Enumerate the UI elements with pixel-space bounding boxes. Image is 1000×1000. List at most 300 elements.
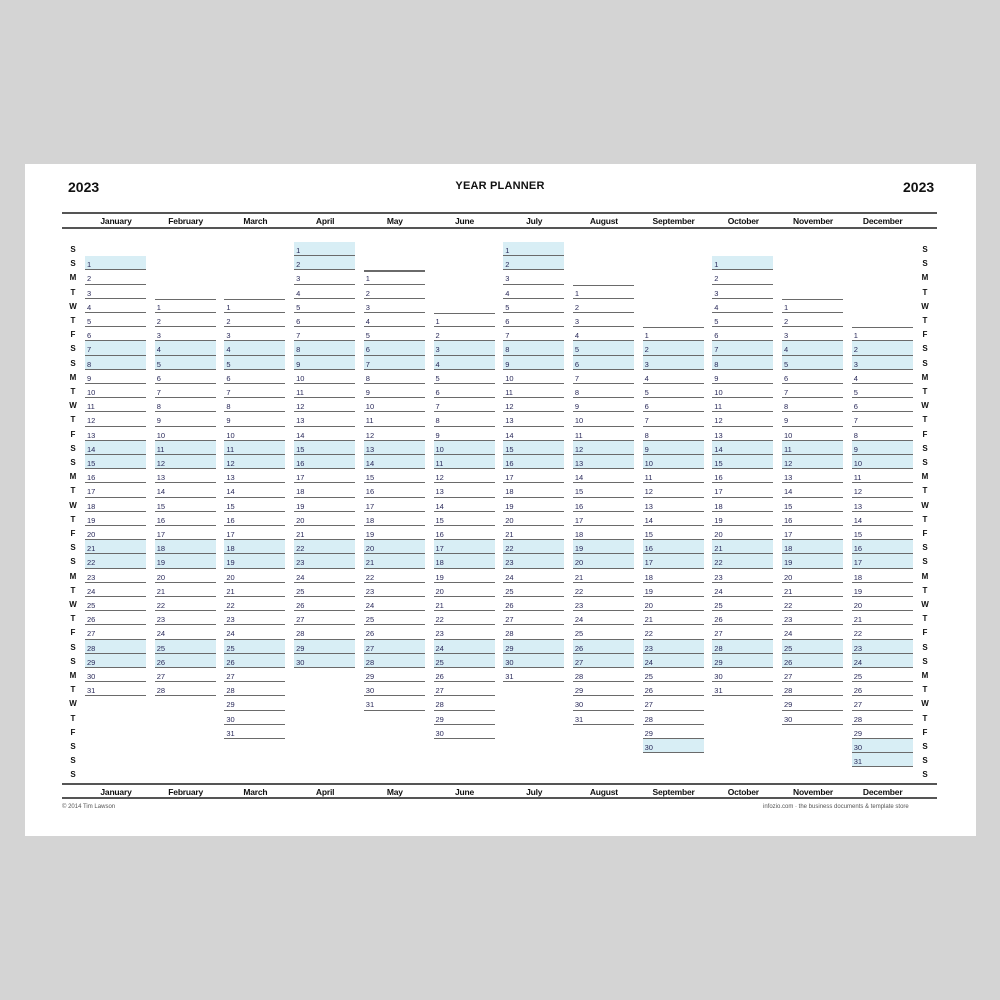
day-cell[interactable]: 1 [294, 242, 355, 256]
day-cell[interactable]: 26 [712, 611, 773, 625]
day-cell[interactable]: 9 [782, 412, 843, 426]
day-cell[interactable]: 28 [643, 711, 704, 725]
day-cell[interactable]: 22 [155, 597, 216, 611]
day-cell[interactable]: 22 [224, 597, 285, 611]
day-cell[interactable]: 10 [573, 412, 634, 426]
day-cell[interactable]: 20 [643, 597, 704, 611]
day-cell[interactable]: 16 [643, 540, 704, 554]
day-cell[interactable]: 8 [364, 370, 425, 384]
day-cell[interactable]: 9 [364, 384, 425, 398]
day-cell[interactable]: 25 [294, 583, 355, 597]
day-cell[interactable]: 12 [643, 483, 704, 497]
day-cell[interactable]: 19 [573, 540, 634, 554]
day-cell[interactable]: 23 [782, 611, 843, 625]
day-cell[interactable]: 24 [294, 569, 355, 583]
day-cell[interactable]: 25 [643, 668, 704, 682]
day-cell[interactable]: 10 [294, 370, 355, 384]
day-cell[interactable]: 31 [364, 696, 425, 710]
day-cell[interactable]: 7 [503, 327, 564, 341]
day-cell[interactable]: 18 [503, 483, 564, 497]
day-cell[interactable]: 21 [503, 526, 564, 540]
day-cell[interactable]: 17 [224, 526, 285, 540]
day-cell[interactable]: 8 [434, 412, 495, 426]
day-cell[interactable]: 4 [85, 299, 146, 313]
day-cell[interactable]: 5 [852, 384, 913, 398]
day-cell[interactable]: 2 [782, 313, 843, 327]
day-cell[interactable]: 22 [294, 540, 355, 554]
day-cell[interactable]: 19 [643, 583, 704, 597]
day-cell[interactable]: 15 [364, 469, 425, 483]
day-cell[interactable]: 26 [643, 682, 704, 696]
day-cell[interactable]: 3 [852, 356, 913, 370]
day-cell[interactable]: 16 [712, 469, 773, 483]
day-cell[interactable]: 9 [852, 441, 913, 455]
day-cell[interactable]: 6 [155, 370, 216, 384]
day-cell[interactable]: 2 [85, 270, 146, 284]
day-cell[interactable]: 22 [712, 554, 773, 568]
day-cell[interactable]: 14 [434, 498, 495, 512]
day-cell[interactable]: 23 [573, 597, 634, 611]
day-cell[interactable]: 4 [294, 285, 355, 299]
day-cell[interactable]: 7 [434, 398, 495, 412]
day-cell[interactable]: 23 [224, 611, 285, 625]
day-cell[interactable]: 25 [434, 654, 495, 668]
day-cell[interactable]: 2 [155, 313, 216, 327]
day-cell[interactable]: 16 [155, 512, 216, 526]
day-cell[interactable]: 7 [224, 384, 285, 398]
day-cell[interactable]: 16 [782, 512, 843, 526]
day-cell[interactable]: 25 [573, 625, 634, 639]
day-cell[interactable]: 26 [224, 654, 285, 668]
day-cell[interactable]: 24 [852, 654, 913, 668]
day-cell[interactable]: 7 [364, 356, 425, 370]
day-cell[interactable]: 15 [434, 512, 495, 526]
day-cell[interactable]: 23 [85, 569, 146, 583]
day-cell[interactable]: 27 [224, 668, 285, 682]
day-cell[interactable]: 19 [852, 583, 913, 597]
day-cell[interactable]: 28 [573, 668, 634, 682]
day-cell[interactable]: 29 [852, 725, 913, 739]
day-cell[interactable]: 21 [573, 569, 634, 583]
day-cell[interactable]: 29 [434, 711, 495, 725]
day-cell[interactable]: 22 [85, 554, 146, 568]
day-cell[interactable]: 18 [85, 498, 146, 512]
day-cell[interactable]: 27 [364, 640, 425, 654]
day-cell[interactable]: 13 [155, 469, 216, 483]
day-cell[interactable]: 28 [155, 682, 216, 696]
day-cell[interactable]: 25 [224, 640, 285, 654]
day-cell[interactable]: 10 [852, 455, 913, 469]
day-cell[interactable]: 14 [155, 483, 216, 497]
day-cell[interactable]: 12 [852, 483, 913, 497]
day-cell[interactable]: 19 [155, 554, 216, 568]
day-cell[interactable]: 15 [85, 455, 146, 469]
day-cell[interactable]: 6 [434, 384, 495, 398]
day-cell[interactable]: 20 [782, 569, 843, 583]
day-cell[interactable]: 16 [85, 469, 146, 483]
day-cell[interactable]: 4 [503, 285, 564, 299]
day-cell[interactable]: 3 [294, 270, 355, 284]
day-cell[interactable]: 12 [434, 469, 495, 483]
day-cell[interactable]: 7 [85, 341, 146, 355]
day-cell[interactable]: 11 [364, 412, 425, 426]
day-cell[interactable]: 11 [573, 427, 634, 441]
day-cell[interactable]: 26 [294, 597, 355, 611]
day-cell[interactable]: 4 [852, 370, 913, 384]
day-cell[interactable]: 5 [782, 356, 843, 370]
day-cell[interactable]: 30 [573, 696, 634, 710]
day-cell[interactable]: 27 [852, 696, 913, 710]
day-cell[interactable]: 14 [573, 469, 634, 483]
day-cell[interactable]: 8 [85, 356, 146, 370]
day-cell[interactable]: 29 [224, 696, 285, 710]
day-cell[interactable]: 23 [643, 640, 704, 654]
day-cell[interactable]: 21 [852, 611, 913, 625]
day-cell[interactable]: 18 [712, 498, 773, 512]
day-cell[interactable]: 19 [503, 498, 564, 512]
day-cell[interactable]: 5 [573, 341, 634, 355]
day-cell[interactable]: 9 [155, 412, 216, 426]
day-cell[interactable]: 7 [782, 384, 843, 398]
day-cell[interactable]: 7 [294, 327, 355, 341]
day-cell[interactable]: 26 [573, 640, 634, 654]
day-cell[interactable]: 15 [503, 441, 564, 455]
day-cell[interactable]: 1 [782, 299, 843, 313]
day-cell[interactable]: 1 [573, 285, 634, 299]
day-cell[interactable]: 6 [643, 398, 704, 412]
day-cell[interactable]: 12 [85, 412, 146, 426]
day-cell[interactable]: 8 [712, 356, 773, 370]
day-cell[interactable]: 3 [503, 270, 564, 284]
day-cell[interactable]: 30 [294, 654, 355, 668]
day-cell[interactable]: 14 [852, 512, 913, 526]
day-cell[interactable]: 13 [643, 498, 704, 512]
day-cell[interactable]: 1 [224, 299, 285, 313]
day-cell[interactable]: 12 [503, 398, 564, 412]
day-cell[interactable]: 11 [155, 441, 216, 455]
day-cell[interactable]: 26 [434, 668, 495, 682]
day-cell[interactable]: 23 [503, 554, 564, 568]
day-cell[interactable]: 1 [712, 256, 773, 270]
day-cell[interactable]: 27 [294, 611, 355, 625]
day-cell[interactable]: 23 [712, 569, 773, 583]
day-cell[interactable]: 28 [782, 682, 843, 696]
day-cell[interactable]: 29 [712, 654, 773, 668]
day-cell[interactable]: 20 [155, 569, 216, 583]
day-cell[interactable]: 11 [294, 384, 355, 398]
day-cell[interactable]: 20 [364, 540, 425, 554]
day-cell[interactable]: 19 [224, 554, 285, 568]
day-cell[interactable]: 24 [782, 625, 843, 639]
day-cell[interactable]: 13 [434, 483, 495, 497]
day-cell[interactable]: 17 [503, 469, 564, 483]
day-cell[interactable]: 24 [503, 569, 564, 583]
day-cell[interactable]: 28 [712, 640, 773, 654]
day-cell[interactable]: 21 [224, 583, 285, 597]
day-cell[interactable]: 1 [643, 327, 704, 341]
day-cell[interactable]: 27 [782, 668, 843, 682]
day-cell[interactable]: 2 [294, 256, 355, 270]
day-cell[interactable]: 17 [573, 512, 634, 526]
day-cell[interactable]: 27 [434, 682, 495, 696]
day-cell[interactable]: 24 [224, 625, 285, 639]
day-cell[interactable]: 21 [434, 597, 495, 611]
day-cell[interactable]: 3 [224, 327, 285, 341]
day-cell[interactable]: 24 [434, 640, 495, 654]
day-cell[interactable]: 14 [712, 441, 773, 455]
day-cell[interactable]: 14 [85, 441, 146, 455]
day-cell[interactable]: 29 [782, 696, 843, 710]
day-cell[interactable]: 19 [712, 512, 773, 526]
day-cell[interactable]: 6 [364, 341, 425, 355]
day-cell[interactable]: 15 [573, 483, 634, 497]
day-cell[interactable]: 14 [294, 427, 355, 441]
day-cell[interactable]: 31 [224, 725, 285, 739]
day-cell[interactable]: 9 [573, 398, 634, 412]
day-cell[interactable]: 26 [364, 625, 425, 639]
day-cell[interactable]: 12 [294, 398, 355, 412]
day-cell[interactable]: 19 [294, 498, 355, 512]
day-cell[interactable]: 26 [782, 654, 843, 668]
day-cell[interactable]: 10 [85, 384, 146, 398]
day-cell[interactable]: 15 [712, 455, 773, 469]
day-cell[interactable]: 1 [364, 270, 425, 284]
day-cell[interactable]: 1 [85, 256, 146, 270]
day-cell[interactable]: 30 [712, 668, 773, 682]
day-cell[interactable]: 30 [643, 739, 704, 753]
day-cell[interactable]: 19 [434, 569, 495, 583]
day-cell[interactable]: 13 [573, 455, 634, 469]
day-cell[interactable]: 16 [852, 540, 913, 554]
day-cell[interactable]: 3 [573, 313, 634, 327]
day-cell[interactable]: 17 [712, 483, 773, 497]
day-cell[interactable]: 19 [85, 512, 146, 526]
day-cell[interactable]: 15 [782, 498, 843, 512]
day-cell[interactable]: 5 [503, 299, 564, 313]
day-cell[interactable]: 4 [712, 299, 773, 313]
day-cell[interactable]: 27 [573, 654, 634, 668]
day-cell[interactable]: 30 [224, 711, 285, 725]
day-cell[interactable]: 10 [503, 370, 564, 384]
day-cell[interactable]: 21 [85, 540, 146, 554]
day-cell[interactable]: 15 [155, 498, 216, 512]
day-cell[interactable]: 25 [85, 597, 146, 611]
day-cell[interactable]: 18 [782, 540, 843, 554]
day-cell[interactable]: 11 [503, 384, 564, 398]
day-cell[interactable]: 2 [712, 270, 773, 284]
day-cell[interactable]: 3 [782, 327, 843, 341]
day-cell[interactable]: 30 [85, 668, 146, 682]
day-cell[interactable]: 27 [503, 611, 564, 625]
day-cell[interactable]: 21 [782, 583, 843, 597]
day-cell[interactable]: 9 [224, 412, 285, 426]
day-cell[interactable]: 28 [852, 711, 913, 725]
day-cell[interactable]: 28 [85, 640, 146, 654]
day-cell[interactable]: 1 [155, 299, 216, 313]
day-cell[interactable]: 18 [434, 554, 495, 568]
day-cell[interactable]: 20 [573, 554, 634, 568]
day-cell[interactable]: 19 [782, 554, 843, 568]
day-cell[interactable]: 22 [434, 611, 495, 625]
day-cell[interactable]: 24 [712, 583, 773, 597]
day-cell[interactable]: 2 [852, 341, 913, 355]
day-cell[interactable]: 21 [643, 611, 704, 625]
day-cell[interactable]: 28 [434, 696, 495, 710]
day-cell[interactable]: 29 [85, 654, 146, 668]
day-cell[interactable]: 31 [573, 711, 634, 725]
day-cell[interactable]: 11 [782, 441, 843, 455]
day-cell[interactable]: 18 [294, 483, 355, 497]
day-cell[interactable]: 2 [224, 313, 285, 327]
day-cell[interactable]: 28 [294, 625, 355, 639]
day-cell[interactable]: 16 [364, 483, 425, 497]
day-cell[interactable]: 11 [224, 441, 285, 455]
day-cell[interactable]: 5 [434, 370, 495, 384]
day-cell[interactable]: 2 [573, 299, 634, 313]
day-cell[interactable]: 13 [364, 441, 425, 455]
day-cell[interactable]: 25 [364, 611, 425, 625]
day-cell[interactable]: 8 [782, 398, 843, 412]
day-cell[interactable]: 11 [643, 469, 704, 483]
day-cell[interactable]: 5 [712, 313, 773, 327]
day-cell[interactable]: 2 [434, 327, 495, 341]
day-cell[interactable]: 14 [503, 427, 564, 441]
day-cell[interactable]: 7 [852, 412, 913, 426]
day-cell[interactable]: 20 [85, 526, 146, 540]
day-cell[interactable]: 20 [503, 512, 564, 526]
day-cell[interactable]: 16 [224, 512, 285, 526]
day-cell[interactable]: 9 [712, 370, 773, 384]
day-cell[interactable]: 12 [224, 455, 285, 469]
day-cell[interactable]: 14 [364, 455, 425, 469]
day-cell[interactable]: 8 [224, 398, 285, 412]
day-cell[interactable]: 25 [712, 597, 773, 611]
day-cell[interactable]: 17 [643, 554, 704, 568]
day-cell[interactable]: 29 [573, 682, 634, 696]
day-cell[interactable]: 30 [434, 725, 495, 739]
day-cell[interactable]: 20 [852, 597, 913, 611]
day-cell[interactable]: 26 [503, 597, 564, 611]
day-cell[interactable]: 15 [852, 526, 913, 540]
day-cell[interactable]: 23 [364, 583, 425, 597]
day-cell[interactable]: 9 [294, 356, 355, 370]
day-cell[interactable]: 21 [155, 583, 216, 597]
day-cell[interactable]: 6 [573, 356, 634, 370]
day-cell[interactable]: 27 [85, 625, 146, 639]
day-cell[interactable]: 28 [503, 625, 564, 639]
day-cell[interactable]: 5 [364, 327, 425, 341]
day-cell[interactable]: 5 [643, 384, 704, 398]
day-cell[interactable]: 9 [503, 356, 564, 370]
day-cell[interactable]: 18 [643, 569, 704, 583]
day-cell[interactable]: 8 [294, 341, 355, 355]
day-cell[interactable]: 16 [573, 498, 634, 512]
day-cell[interactable]: 24 [573, 611, 634, 625]
day-cell[interactable]: 4 [573, 327, 634, 341]
day-cell[interactable]: 16 [503, 455, 564, 469]
day-cell[interactable]: 30 [782, 711, 843, 725]
day-cell[interactable]: 7 [643, 412, 704, 426]
day-cell[interactable]: 14 [643, 512, 704, 526]
day-cell[interactable]: 25 [503, 583, 564, 597]
day-cell[interactable]: 18 [224, 540, 285, 554]
day-cell[interactable]: 3 [643, 356, 704, 370]
day-cell[interactable]: 22 [364, 569, 425, 583]
day-cell[interactable]: 19 [364, 526, 425, 540]
day-cell[interactable]: 7 [712, 341, 773, 355]
day-cell[interactable]: 22 [852, 625, 913, 639]
day-cell[interactable]: 23 [155, 611, 216, 625]
day-cell[interactable]: 5 [224, 356, 285, 370]
day-cell[interactable]: 4 [364, 313, 425, 327]
day-cell[interactable]: 4 [643, 370, 704, 384]
day-cell[interactable]: 26 [155, 654, 216, 668]
day-cell[interactable]: 31 [852, 753, 913, 767]
day-cell[interactable]: 28 [224, 682, 285, 696]
day-cell[interactable]: 24 [643, 654, 704, 668]
day-cell[interactable]: 6 [224, 370, 285, 384]
day-cell[interactable]: 17 [294, 469, 355, 483]
day-cell[interactable]: 4 [434, 356, 495, 370]
day-cell[interactable]: 3 [155, 327, 216, 341]
day-cell[interactable]: 29 [503, 640, 564, 654]
day-cell[interactable]: 6 [782, 370, 843, 384]
day-cell[interactable]: 17 [782, 526, 843, 540]
day-cell[interactable]: 10 [364, 398, 425, 412]
day-cell[interactable]: 4 [782, 341, 843, 355]
day-cell[interactable]: 27 [643, 696, 704, 710]
day-cell[interactable]: 16 [434, 526, 495, 540]
day-cell[interactable]: 11 [434, 455, 495, 469]
day-cell[interactable]: 18 [364, 512, 425, 526]
day-cell[interactable]: 6 [294, 313, 355, 327]
day-cell[interactable]: 12 [155, 455, 216, 469]
day-cell[interactable]: 12 [573, 441, 634, 455]
day-cell[interactable]: 2 [643, 341, 704, 355]
day-cell[interactable]: 11 [852, 469, 913, 483]
day-cell[interactable]: 17 [364, 498, 425, 512]
day-cell[interactable]: 15 [643, 526, 704, 540]
day-cell[interactable]: 17 [85, 483, 146, 497]
day-cell[interactable]: 8 [503, 341, 564, 355]
day-cell[interactable]: 7 [573, 370, 634, 384]
day-cell[interactable]: 18 [155, 540, 216, 554]
day-cell[interactable]: 6 [85, 327, 146, 341]
day-cell[interactable]: 8 [155, 398, 216, 412]
day-cell[interactable]: 26 [852, 682, 913, 696]
day-cell[interactable]: 4 [155, 341, 216, 355]
day-cell[interactable]: 6 [852, 398, 913, 412]
day-cell[interactable]: 7 [155, 384, 216, 398]
day-cell[interactable]: 2 [503, 256, 564, 270]
day-cell[interactable]: 8 [852, 427, 913, 441]
day-cell[interactable]: 28 [364, 654, 425, 668]
day-cell[interactable]: 20 [294, 512, 355, 526]
day-cell[interactable]: 13 [224, 469, 285, 483]
day-cell[interactable]: 20 [224, 569, 285, 583]
day-cell[interactable]: 24 [155, 625, 216, 639]
day-cell[interactable]: 26 [85, 611, 146, 625]
day-cell[interactable]: 1 [434, 313, 495, 327]
day-cell[interactable]: 30 [852, 739, 913, 753]
day-cell[interactable]: 4 [224, 341, 285, 355]
day-cell[interactable]: 9 [643, 441, 704, 455]
day-cell[interactable]: 23 [294, 554, 355, 568]
day-cell[interactable]: 9 [434, 427, 495, 441]
day-cell[interactable]: 13 [503, 412, 564, 426]
day-cell[interactable]: 9 [85, 370, 146, 384]
day-cell[interactable]: 3 [712, 285, 773, 299]
